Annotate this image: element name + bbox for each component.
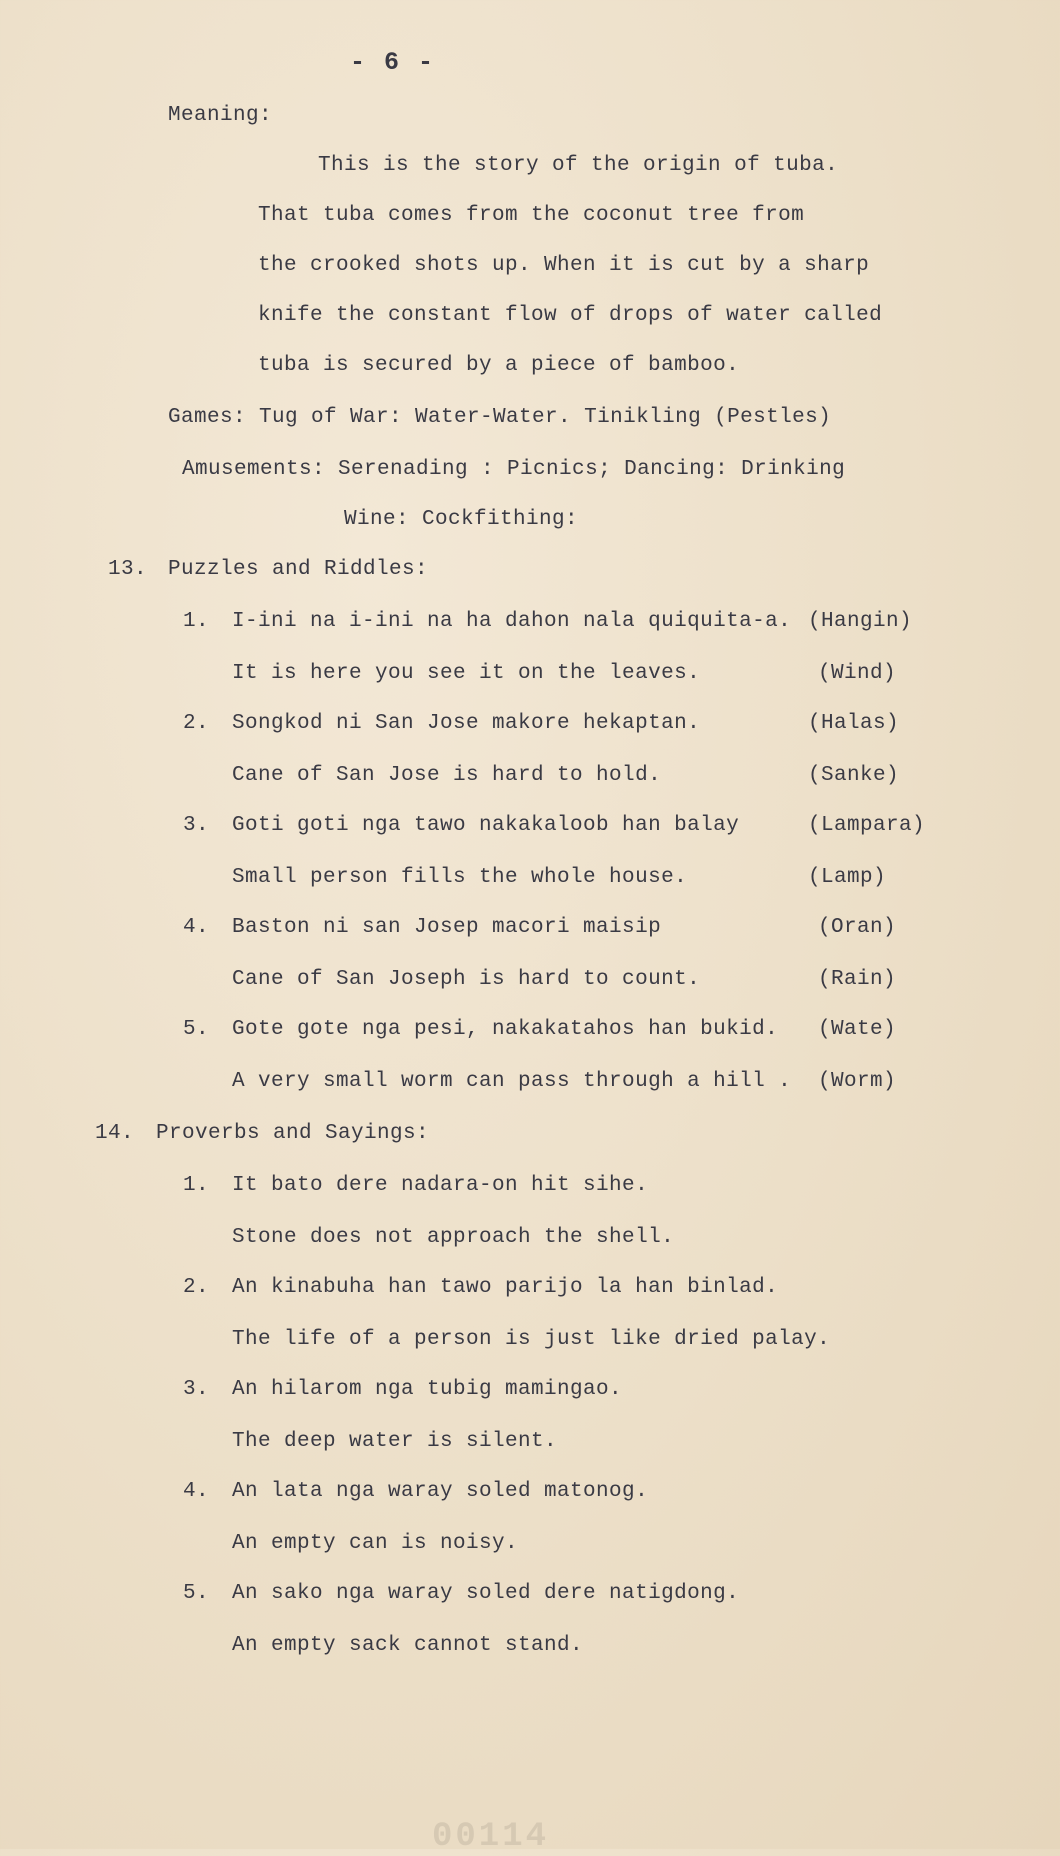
riddle-english: It is here you see it on the leaves.: [232, 662, 701, 685]
amusements-line: Amusements: Serenading : Picnics; Dancing: Drinking: [182, 458, 846, 481]
riddle-answer: (Lampara): [808, 814, 926, 837]
riddle-answer: (Halas): [808, 712, 900, 735]
riddle-number: 2.: [183, 712, 210, 735]
riddle-english-answer: (Worm): [818, 1070, 897, 1093]
meaning-line: knife the constant flow of drops of water called: [258, 304, 883, 327]
riddle-native: Baston ni san Josep macori maisip: [232, 916, 662, 939]
proverb-number: 4.: [183, 1480, 210, 1503]
riddle-answer: (Hangin): [808, 610, 913, 633]
meaning-line: the crooked shots up. When it is cut by a sharp: [258, 254, 870, 277]
meaning-line: That tuba comes from the coconut tree from: [258, 204, 805, 227]
riddle-native: Gote gote nga pesi, nakakatahos han bukid.: [232, 1018, 779, 1041]
proverb-english: The life of a person is just like dried palay.: [232, 1328, 831, 1351]
page-number: - 6 -: [350, 48, 436, 77]
riddle-number: 5.: [183, 1018, 210, 1041]
riddle-english-answer: (Lamp): [808, 866, 887, 889]
riddle-number: 1.: [183, 610, 210, 633]
riddle-answer: (Oran): [818, 916, 897, 939]
proverb-english: The deep water is silent.: [232, 1430, 558, 1453]
meaning-line: This is the story of the origin of tuba.: [318, 154, 839, 177]
meaning-line: tuba is secured by a piece of bamboo.: [258, 354, 740, 377]
riddle-english: A very small worm can pass through a hill .: [232, 1070, 792, 1093]
riddle-number: 3.: [183, 814, 210, 837]
section-14-number: 14.: [95, 1122, 135, 1145]
proverb-number: 3.: [183, 1378, 210, 1401]
proverb-english: An empty sack cannot stand.: [232, 1634, 584, 1657]
riddle-native: Songkod ni San Jose makore hekaptan.: [232, 712, 701, 735]
section-14-title: Proverbs and Sayings:: [156, 1122, 430, 1145]
proverb-native: It bato dere nadara-on hit sihe.: [232, 1174, 649, 1197]
proverb-number: 5.: [183, 1582, 210, 1605]
proverb-native: An lata nga waray soled matonog.: [232, 1480, 649, 1503]
proverb-english: An empty can is noisy.: [232, 1532, 519, 1555]
riddle-english-answer: (Wind): [818, 662, 897, 685]
proverb-number: 1.: [183, 1174, 210, 1197]
riddle-number: 4.: [183, 916, 210, 939]
games-line: Games: Tug of War: Water-Water. Tinikling (Pestles): [168, 406, 832, 429]
riddle-english-answer: (Rain): [818, 968, 897, 991]
riddle-english-answer: (Sanke): [808, 764, 900, 787]
riddle-english: Cane of San Joseph is hard to count.: [232, 968, 701, 991]
riddle-native: I-ini na i-ini na ha dahon nala quiquita-a.: [232, 610, 792, 633]
amusements-continued: Wine: Cockfithing:: [344, 508, 579, 531]
proverb-number: 2.: [183, 1276, 210, 1299]
riddle-english: Small person fills the whole house.: [232, 866, 688, 889]
riddle-native: Goti goti nga tawo nakakaloob han balay: [232, 814, 740, 837]
archive-stamp: 00114: [432, 1818, 550, 1856]
proverb-native: An kinabuha han tawo parijo la han binlad.: [232, 1276, 779, 1299]
riddle-answer: (Wate): [818, 1018, 897, 1041]
riddle-english: Cane of San Jose is hard to hold.: [232, 764, 662, 787]
section-13-number: 13.: [108, 558, 148, 581]
meaning-heading: Meaning:: [168, 104, 273, 127]
proverb-native: An sako nga waray soled dere natigdong.: [232, 1582, 740, 1605]
proverb-english: Stone does not approach the shell.: [232, 1226, 675, 1249]
section-13-title: Puzzles and Riddles:: [168, 558, 429, 581]
proverb-native: An hilarom nga tubig mamingao.: [232, 1378, 623, 1401]
